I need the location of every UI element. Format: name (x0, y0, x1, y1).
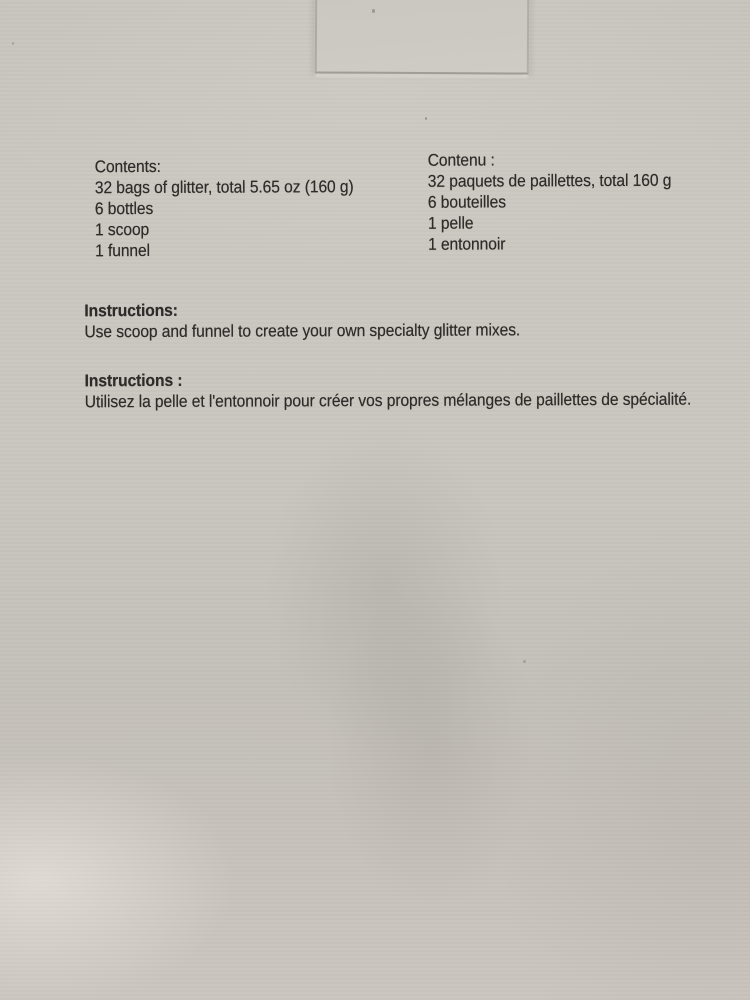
instructions-body-en: Use scoop and funnel to create your own specialty glitter mixes. (84, 320, 521, 342)
instructions-heading-fr: Instructions : (84, 370, 183, 391)
dust-speck (523, 660, 526, 663)
printed-label-text (0, 0, 750, 462)
contents-item-fr: 32 paquets de paillettes, total 160 g (427, 170, 672, 191)
contents-item-en: 1 scoop (94, 219, 150, 240)
instructions-english (84, 298, 520, 342)
contents-list-french (428, 149, 672, 255)
instructions-body-fr: Utilisez la pelle et l'entonnoir pour créer vos propres mélanges de paillettes de spécialité. (84, 389, 692, 412)
contents-item-en: 1 funnel (95, 240, 151, 261)
contents-item-en: 6 bottles (94, 198, 154, 219)
contents-heading-en: Contents: (94, 156, 161, 177)
instructions-heading-en: Instructions: (84, 300, 178, 321)
contents-item-fr: 1 pelle (427, 213, 474, 233)
contents-item-en: 32 bags of glitter, total 5.65 oz (160 g) (94, 177, 354, 198)
contents-list-english (95, 155, 354, 261)
contents-item-fr: 6 bouteilles (427, 192, 506, 212)
contents-heading-fr: Contenu : (427, 150, 495, 170)
contents-item-fr: 1 entonnoir (428, 234, 506, 254)
instructions-french (85, 368, 692, 413)
